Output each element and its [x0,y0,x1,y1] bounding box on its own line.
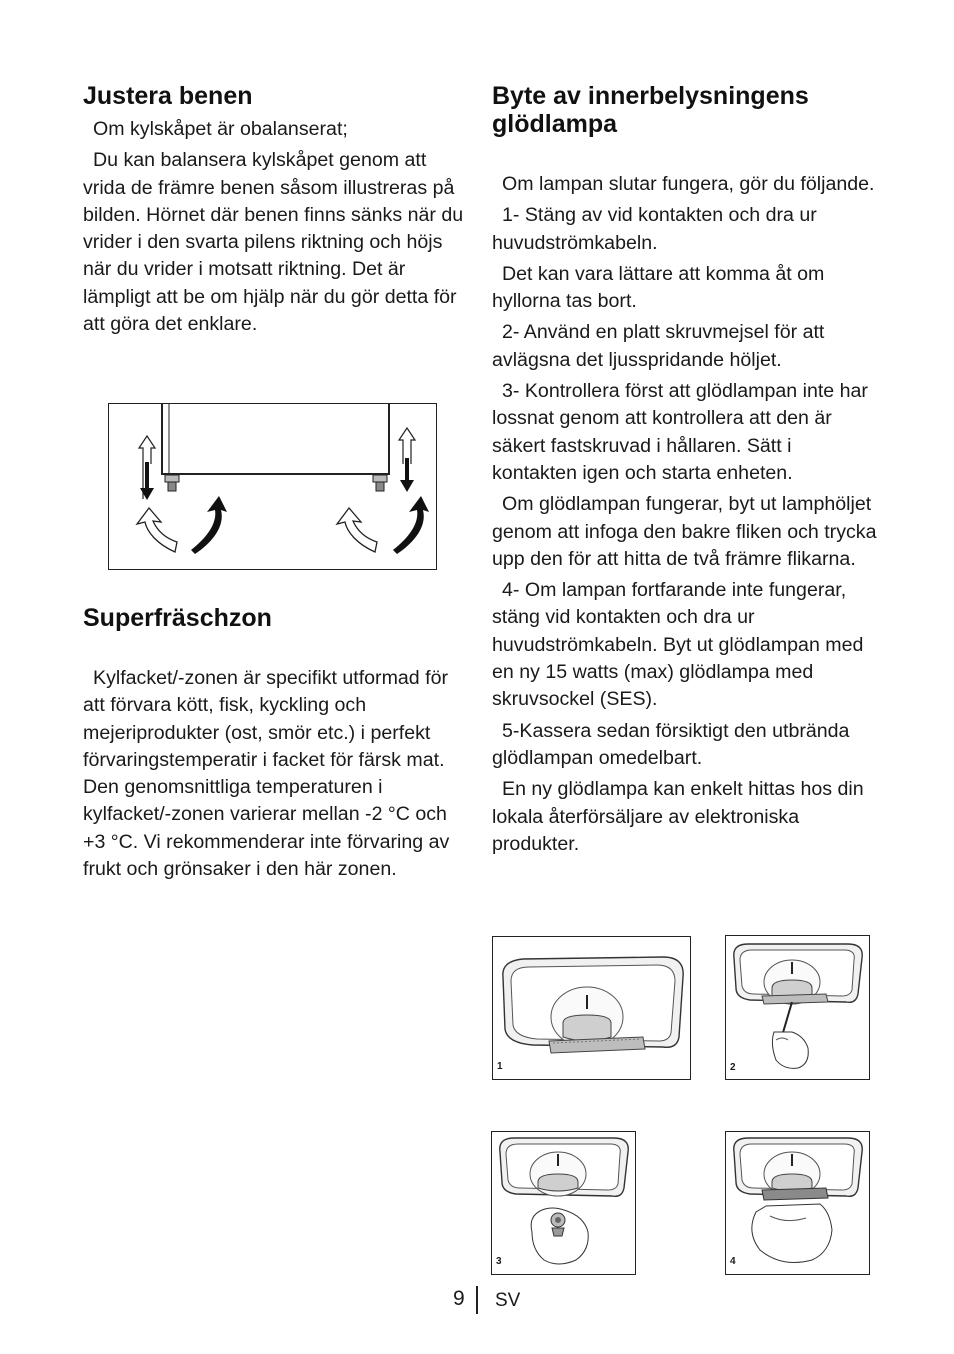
bulb-paragraph-4: 2- Använd en platt skruvmejsel för att avlägsna det ljusspridande höljet. [492,321,825,371]
legs-adjust-illustration [108,403,437,570]
step-1-label: 1 [497,1061,503,1072]
bulb-paragraph-6: Om glödlampan fungerar, byt ut lamphöljet genom att infoga den bakre fliken och trycka upp den för att hitta de två främre flikarna. [492,493,877,570]
freshzone-heading: Superfräschzon [83,604,272,632]
step-4-label: 4 [730,1256,736,1267]
bulb-step-2-figure [725,935,870,1080]
bulb-step-1-figure [492,936,691,1080]
bulb-paragraph-2: 1- Stäng av vid kontakten och dra ur huvudströmkabeln. [492,204,817,254]
legs-paragraph-1: Om kylskåpet är obalanserat; [93,118,348,140]
page-number: 9 [453,1287,465,1310]
bulb-paragraph-5: 3- Kontrollera först att glödlampan inte har lossnat genom att kontrollera att den är säkert fastskruvad i hållaren. Sätt i kontakten igen och starta enheten. [492,380,868,484]
legs-paragraph-2: Du kan balansera kylskåpet genom att vrida de främre benen såsom illustreras på bilden. Hörnet där benen finns sänks när du vrider i den svarta pilens riktning och höjs när du vrider i motsatt riktning. Det är lämpligt att be om hjälp när du gör detta för att göra det enklare. [83,149,464,336]
bulb-heading: Byte av innerbelysningens glödlampa [492,82,809,138]
step-2-label: 2 [730,1062,736,1073]
step-3-label: 3 [496,1256,502,1267]
left-column [83,82,468,342]
right-column [492,82,877,862]
legs-heading: Justera benen [83,82,253,110]
bulb-paragraph-7: 4- Om lampan fortfarande inte fungerar, stäng vid kontakten och dra ur huvudströmkabeln. Byt ut glödlampan med en ny 15 watts (max) glödlampa med skruvsockel (SES). [492,579,864,711]
bulb-paragraph-8: 5-Kassera sedan försiktigt den utbrända glödlampan omedelbart. [492,719,850,769]
language-code: SV [495,1290,521,1311]
bulb-paragraph-3: Det kan vara lättare att komma åt om hyllorna tas bort. [492,262,825,313]
freshzone-section [83,604,468,887]
bulb-step-3-figure [491,1131,636,1275]
footer-separator [476,1286,478,1314]
freshzone-paragraph: Kylfacket/-zonen är specifikt utformad för att förvara kött, fisk, kyckling och mejeriprodukter (ost, smör etc.) i perfekt förvaringstemperatir i facket för färsk mat. Den genomsnittliga temperaturen i kylfacket/-zonen varierar mellan -2 °C och +3 °C. Vi rekommenderar inte förvaring av frukt och grönsaker i den här zonen. [83,667,450,881]
bulb-step-4-figure [725,1131,870,1275]
bulb-paragraph-1: Om lampan slutar fungera, gör du följande. [502,173,875,195]
page-footer [0,1286,954,1316]
bulb-paragraph-9: En ny glödlampa kan enkelt hittas hos din lokala återförsäljare av elektroniska produkter. [492,778,864,855]
